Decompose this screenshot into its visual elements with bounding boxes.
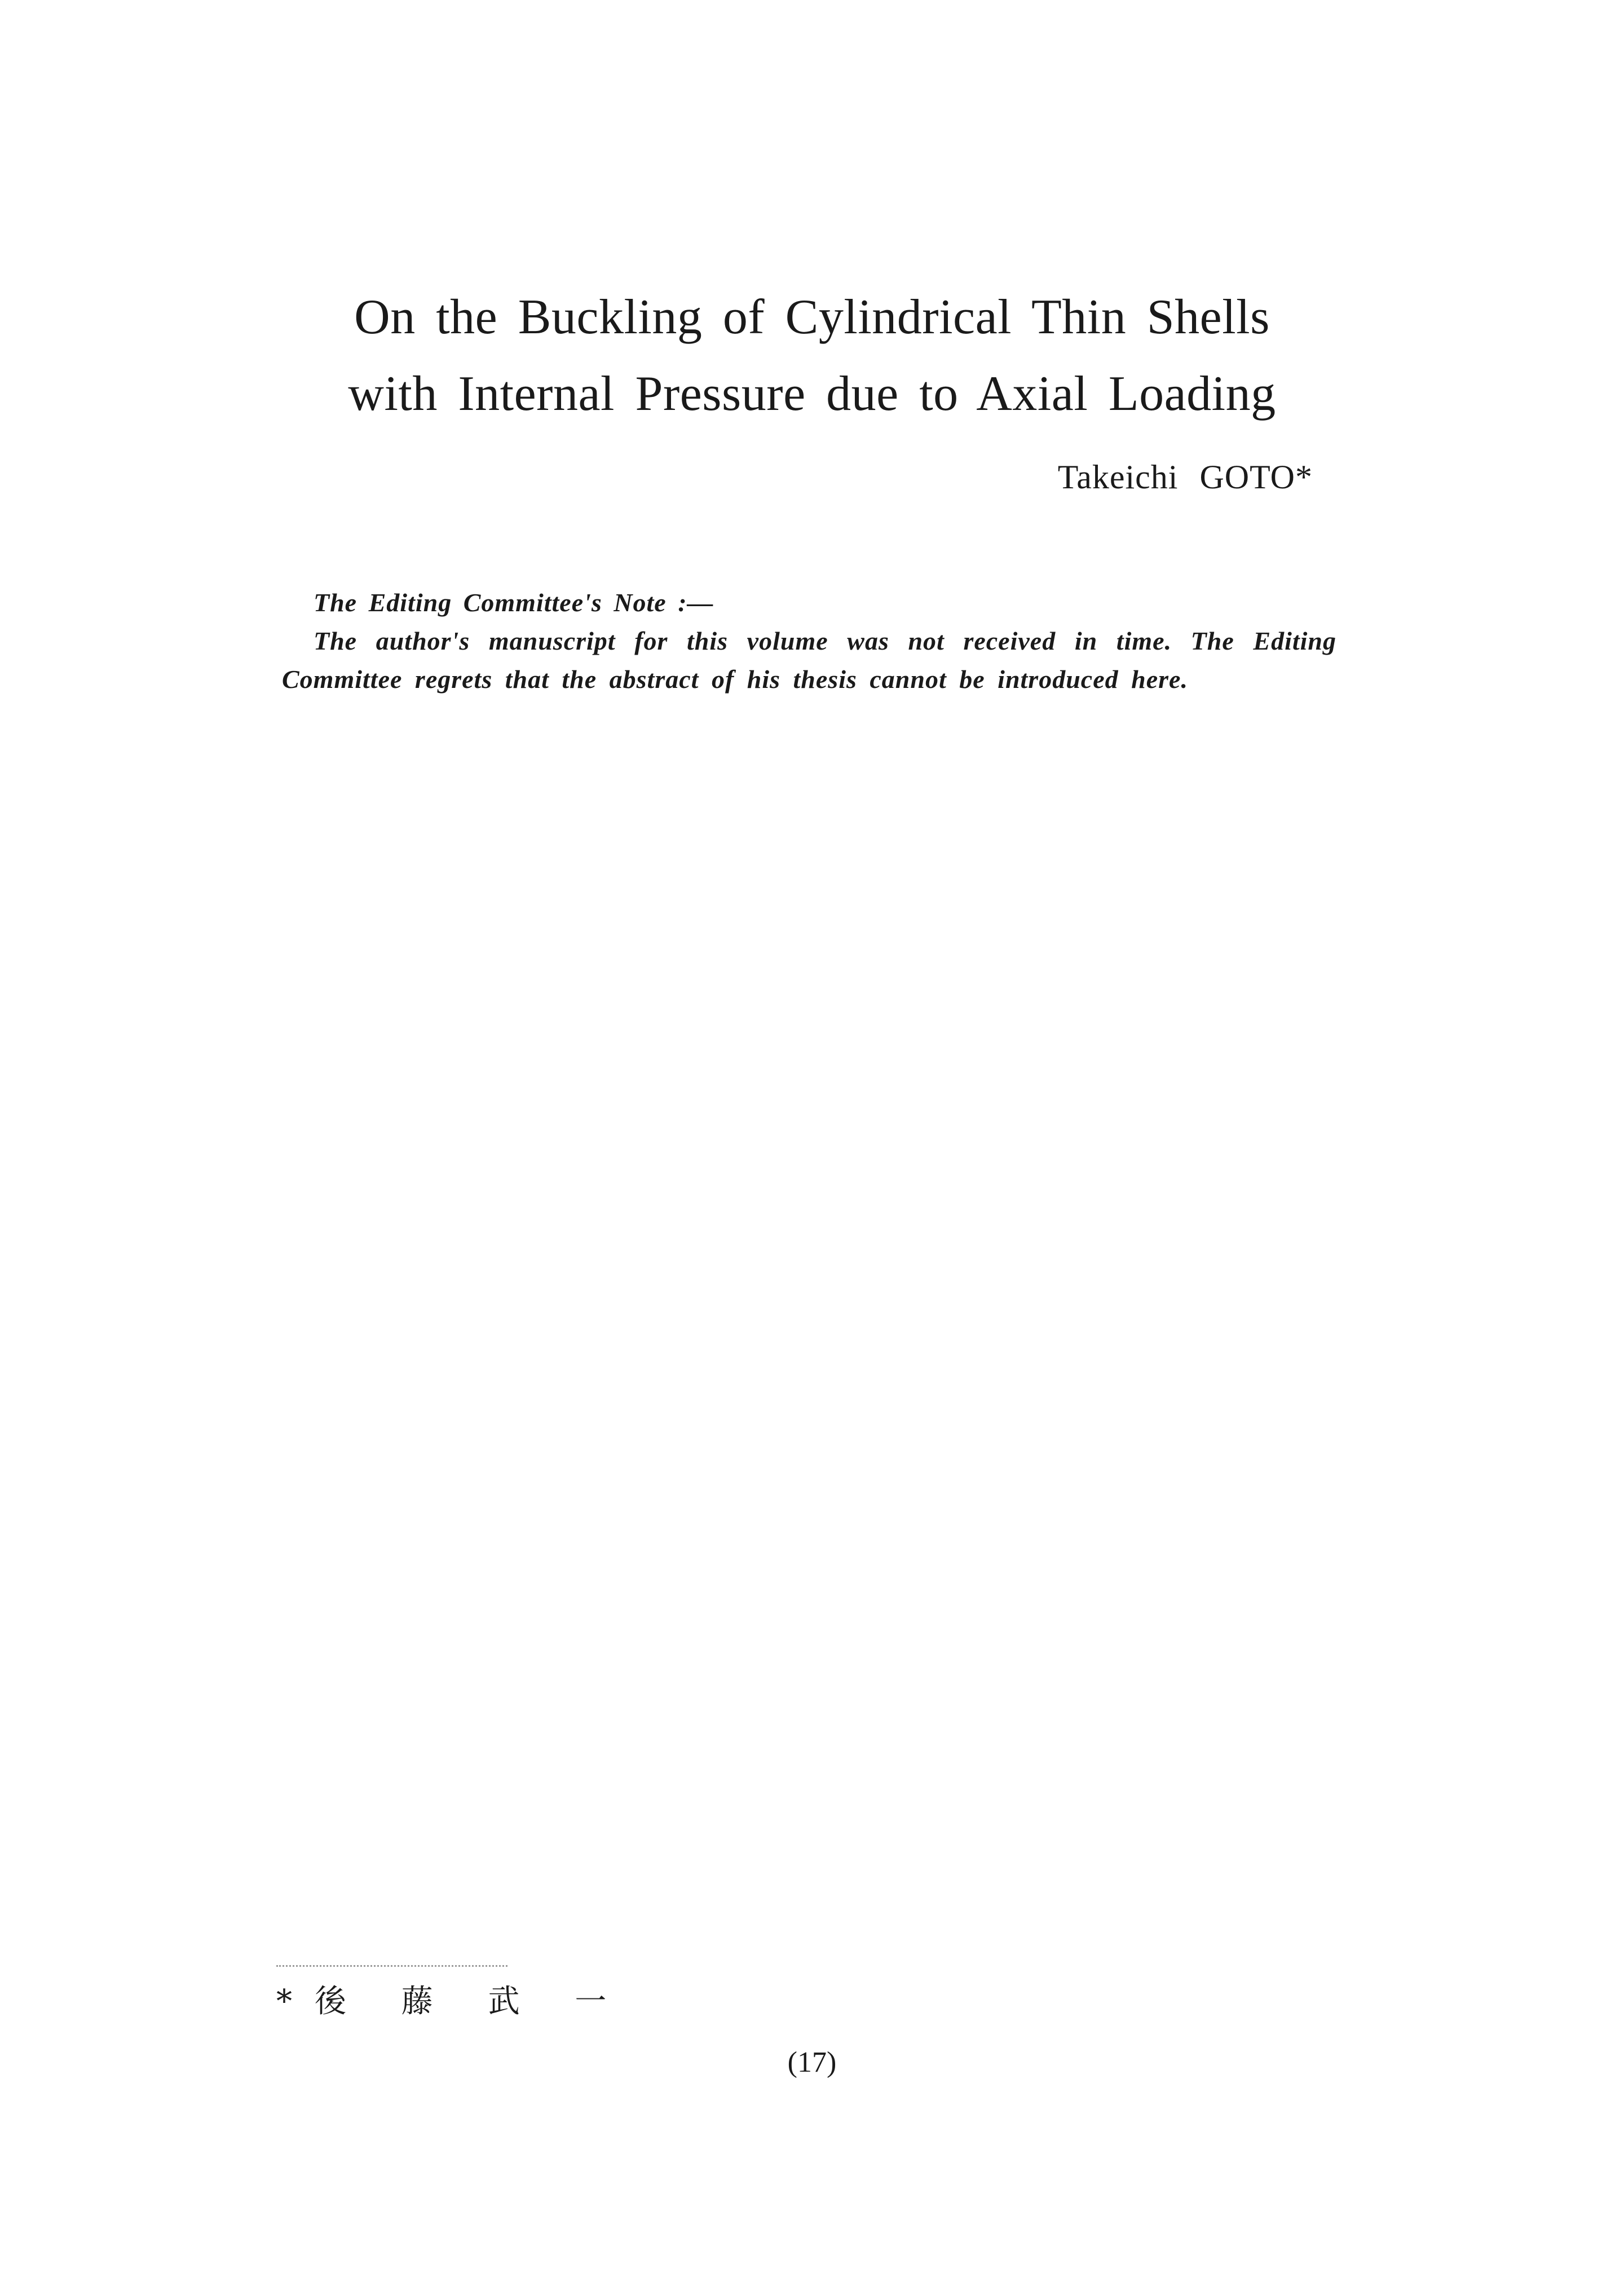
author-footnote: *後 藤 武 一 — [276, 1983, 629, 2020]
title-line-1: On the Buckling of Cylindrical Thin Shells — [354, 290, 1270, 345]
title-line-2: with Internal Pressure due to Axial Loading — [348, 367, 1276, 421]
editors-note-heading: The Editing Committee's Note :— — [314, 588, 714, 617]
page-number: (17) — [787, 2046, 837, 2078]
author-name: Takeichi GOTO* — [1057, 458, 1313, 496]
editors-note-body: The author's manuscript for this volume was not received in time. The Editing Committee regrets that the abstract of his thesis cannot be introduced here. — [282, 626, 1336, 694]
editors-note — [282, 584, 1336, 699]
paper-title — [0, 279, 1624, 432]
footnote-divider — [276, 1965, 508, 1967]
